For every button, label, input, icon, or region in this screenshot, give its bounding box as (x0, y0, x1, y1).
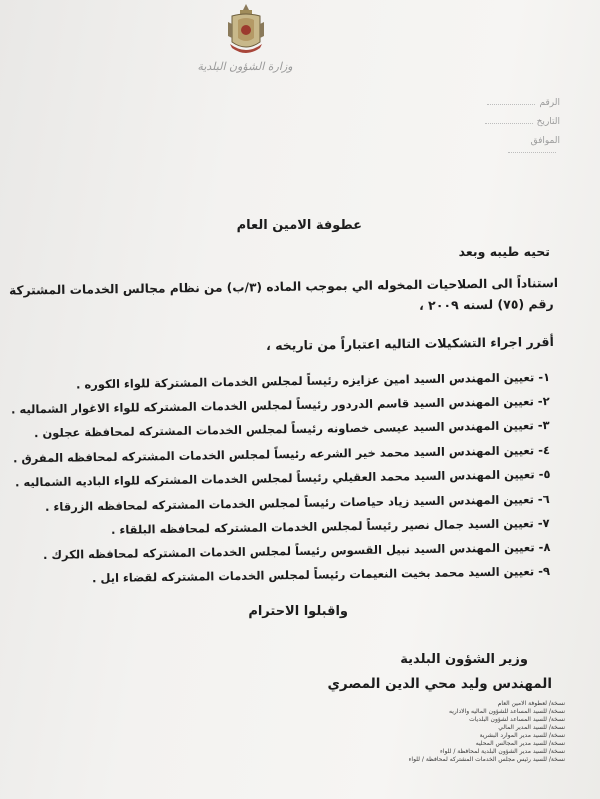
number-label: الرقم (539, 98, 560, 108)
copy-line: نسخة/ للسيد المساعد لشؤون البلديات (469, 716, 565, 723)
item-number: ٤- (538, 443, 551, 458)
item-number: ٣- (538, 418, 551, 433)
signature-title: وزير الشؤون البلدية (400, 652, 528, 667)
list-item (34, 418, 550, 440)
copy-line: نسخة/ لعطوفة الامين العام (497, 700, 565, 707)
copy-line: نسخة/ للسيد مدير المجالس المحليه (475, 740, 565, 747)
item-text: تعيين المهندس السيد قاسم الدردور رئيساً لمجلس الخدمات المشتركه للواء الاغوار الشماليه . (11, 394, 535, 417)
closing: واقبلوا الاحترام (248, 604, 348, 619)
date-field (480, 117, 560, 127)
preamble-line-2: رقم (٧٥) لسنه ٢٠٠٩ ، (419, 296, 555, 313)
preamble-line-1: استناداً الى الصلاحيات المخوله الي بموجب الماده (٣/ب) من نظام مجالس الخدمات المشتركة (9, 276, 559, 298)
item-number: ٥- (538, 467, 551, 482)
corresponding-label: الموافق (530, 136, 560, 146)
item-text: تعيين المهندس السيد محمد خير الشرعه رئيساً لمجلس الخدمات المشتركه لمحافظه المفرق . (12, 443, 535, 466)
copies-list (385, 700, 565, 764)
corresponding-field (480, 136, 560, 156)
list-item (13, 443, 550, 465)
item-number: ٧- (538, 516, 551, 531)
signature-name: المهندس وليد محي الدين المصري (327, 676, 552, 692)
copy-line: نسخة/ للسيد المساعد للشؤون الماليه والاداريه (449, 708, 565, 715)
item-text: تعيين المهندس السيد محمد العقيلي رئيساً لمجلس الخدمات المشتركه للواء الباديه الشماليه . (14, 467, 535, 490)
item-text: تعيين المهندس السيد زياد حياصات رئيساً لمجلس الخدمات المشتركه لمحافظه الزرقاء . (45, 492, 535, 514)
list-item (43, 540, 551, 562)
royal-crest-emblem (226, 2, 266, 58)
copy-line: نسخة/ للسيد رئيس مجلس الخدمات المشتركه لمحافظة / للواء (408, 756, 565, 763)
list-item (15, 467, 551, 489)
list-item (111, 516, 550, 537)
number-line (487, 104, 535, 105)
number-field (480, 98, 560, 108)
item-text: تعيين المهندس السيد عيسى خصاونه رئيساً لمجلس الخدمات المشتركه لمحافظة عجلون . (34, 418, 535, 441)
decision-intro: أقرر اجراء التشكيلات التاليه اعتباراً من تاريخه ، (266, 334, 555, 354)
greeting: تحيه طيبه وبعد (458, 244, 550, 259)
item-number: ٢- (538, 394, 551, 409)
list-item (92, 564, 550, 585)
item-number: ٦- (538, 492, 551, 507)
corresponding-line (508, 152, 556, 153)
item-text: تعيين المهندس السيد نبيل القسوس رئيساً لمجلس الخدمات المشتركه لمحافظه الكرك . (42, 540, 535, 562)
copy-line: نسخة/ للسيد مدير الشؤون البلدية لمحافظة / للواء (440, 748, 565, 755)
addressee: عطوفة الامين العام (236, 218, 362, 233)
date-line (485, 123, 533, 124)
copy-line: نسخة/ للسيد المدير المالي (498, 724, 565, 731)
list-item (76, 370, 550, 391)
item-text: تعيين السيد جمال نصير رئيساً لمجلس الخدمات المشتركه لمحافظه البلقاء . (111, 516, 535, 537)
item-number: ٨- (538, 540, 551, 555)
ministry-letterhead: وزارة الشؤون البلدية (197, 60, 293, 73)
list-item (45, 492, 550, 514)
date-label: التاريخ (536, 117, 560, 127)
list-item (11, 394, 550, 416)
item-number: ٩- (538, 564, 551, 579)
copy-line: نسخة/ للسيد مدير الموارد البشرية (479, 732, 565, 739)
item-text: تعيين المهندس السيد امين عزايزه رئيساً لمجلس الخدمات المشتركة للواء الكوره . (75, 370, 535, 392)
item-number: ١- (538, 370, 551, 385)
item-text: تعيين السيد محمد بخيت النعيمات رئيساً لمجلس الخدمات المشتركه لقضاء ايل . (91, 564, 535, 586)
